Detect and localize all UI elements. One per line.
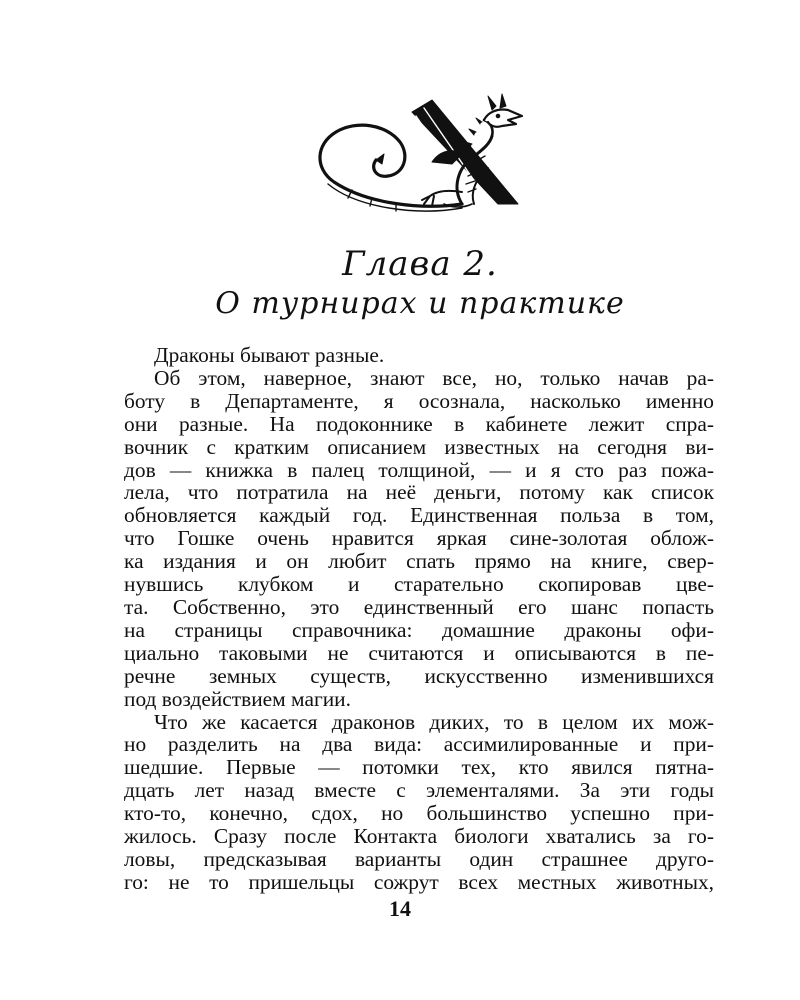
page-number: 14: [389, 896, 411, 921]
text-line: Что же касается драконов диких, то в целом их мож-: [154, 709, 714, 734]
text-line: ловы, предсказывая варианты один страшнее друго-: [124, 846, 714, 871]
text-line: жилось. Сразу после Контакта биологи хватались за го-: [124, 824, 714, 849]
text-line: речне земных существ, искусственно изменившихся: [124, 663, 714, 688]
chapter-body-text: [124, 344, 714, 894]
dragon-icon: [312, 92, 528, 216]
text-line: на страницы справочника: домашние драконы офи-: [124, 617, 714, 642]
text-line: они разные. На подоконнике в кабинете лежит спра-: [124, 411, 714, 436]
chapter-title: О турнирах и практике: [215, 286, 625, 321]
text-line: циально таковыми не считаются и описываются в пе-: [124, 640, 714, 665]
chapter-number: Глава 2.: [342, 244, 498, 284]
text-line: Драконы бывают разные.: [154, 343, 385, 367]
text-line: Об этом, наверное, знают все, но, только начав ра-: [154, 365, 714, 390]
text-line: под воздействием магии.: [124, 686, 351, 711]
text-line: ка издания и он любит спать прямо на книге, свер-: [124, 549, 714, 574]
text-line: дов — книжка в палец толщиной, — и я сто раз пожа-: [124, 457, 714, 482]
text-line: го: не то пришельцы сожрут всех местных животных,: [124, 869, 714, 894]
text-line: обновляется каждый год. Единственная польза в том,: [124, 503, 714, 528]
text-line: кто-то, конечно, сдох, но большинство успешно при-: [124, 801, 714, 826]
text-line: но разделить на два вида: ассимилированные и при-: [124, 732, 714, 757]
text-line: что Гошке очень нравится яркая сине-золотая облож-: [124, 526, 714, 551]
text-line: боту в Департаменте, я осознала, насколько именно: [124, 388, 714, 413]
text-line: нувшись клубком и старательно скопировав цве-: [124, 572, 714, 597]
text-line: та. Собственно, это единственный его шанс попасть: [124, 594, 714, 619]
text-line: вочник с кратким описанием известных на сегодня ви-: [124, 434, 714, 459]
text-line: лела, что потратила на неё деньги, потому как список: [124, 480, 714, 505]
text-line: дцать лет назад вместе с элементалями. За эти годы: [124, 778, 714, 803]
text-line: шедшие. Первые — потомки тех, кто явился пятна-: [124, 755, 714, 780]
